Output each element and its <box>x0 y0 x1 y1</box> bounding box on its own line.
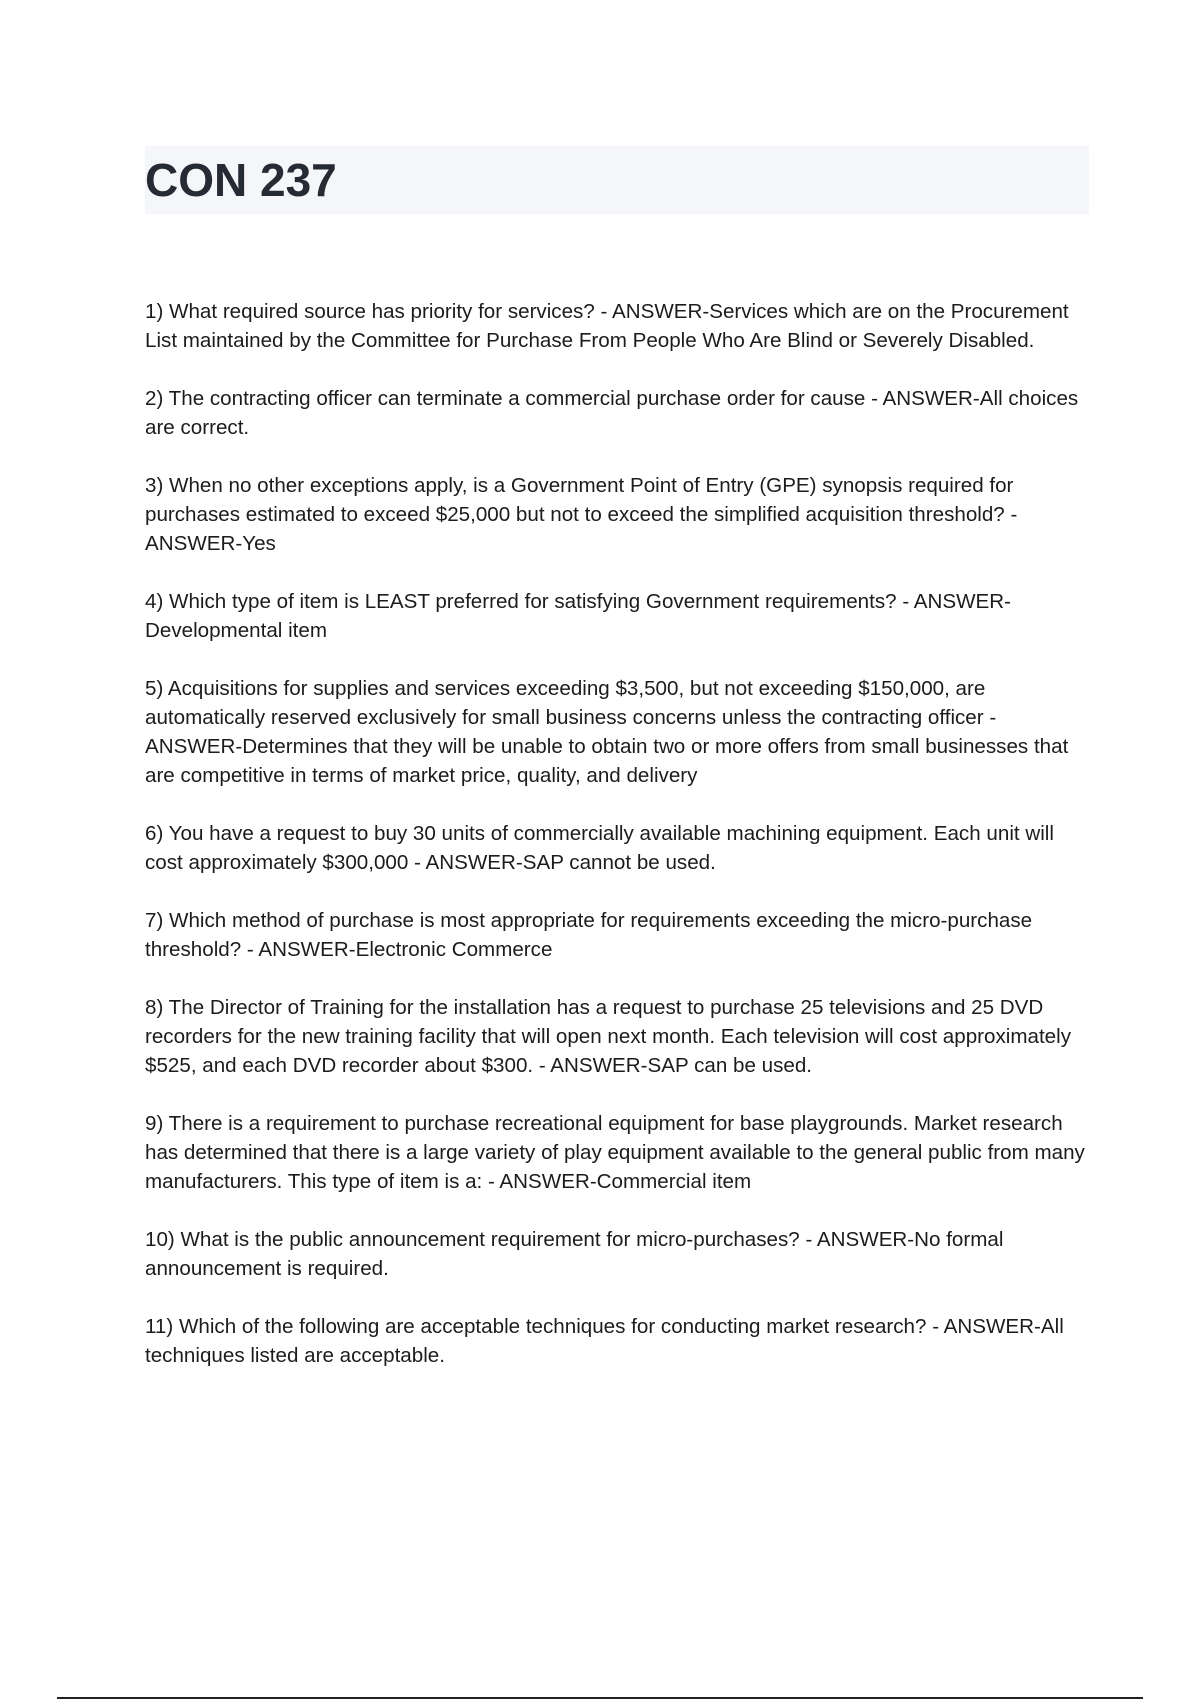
page-title: CON 237 <box>145 154 337 206</box>
qa-item-4: 4) Which type of item is LEAST preferred for satisfying Government requirements? - ANSWER-Developmental item <box>145 590 1012 642</box>
qa-item-11: 11) Which of the following are acceptable techniques for conducting market research? - ANSWER-All techniques listed are acceptable. <box>145 1315 1064 1367</box>
qa-item-8: 8) The Director of Training for the installation has a request to purchase 25 televisions and 25 DVD recorders for the new training facility that will open next month. Each television will cost approximately $525, and each DVD recorder about $300. - ANSWER-SAP can be used. <box>145 996 1072 1077</box>
qa-item-5: 5) Acquisitions for supplies and services exceeding $3,500, but not exceeding $150,000, are automatically reserved exclusively for small business concerns unless the contracting officer - ANSWER-Determines that they will be unable to obtain two or more offers from small businesses that are competitive in terms of market price, quality, and delivery <box>145 677 1069 787</box>
qa-item-9: 9) There is a requirement to purchase recreational equipment for base playgrounds. Market research has determined that there is a large variety of play equipment available to the general public from many manufacturers. This type of item is a: - ANSWER-Commercial item <box>145 1112 1085 1193</box>
qa-item-6: 6) You have a request to buy 30 units of commercially available machining equipment. Each unit will cost approximately $300,000 - ANSWER-SAP cannot be used. <box>145 822 1054 874</box>
title-band <box>145 146 1089 214</box>
qa-item-3: 3) When no other exceptions apply, is a Government Point of Entry (GPE) synopsis required for purchases estimated to exceed $25,000 but not to exceed the simplified acquisition threshold? - ANSWER-Yes <box>145 474 1018 555</box>
qa-item-1: 1) What required source has priority for services? - ANSWER-Services which are on the Procurement List maintained by the Committee for Purchase From People Who Are Blind or Severely Disabled. <box>145 300 1069 352</box>
footer-divider <box>57 1697 1143 1699</box>
qa-item-2: 2) The contracting officer can terminate a commercial purchase order for cause - ANSWER-All choices are correct. <box>145 387 1079 439</box>
qa-item-7: 7) Which method of purchase is most appropriate for requirements exceeding the micro-purchase threshold? - ANSWER-Electronic Commerce <box>145 909 1033 961</box>
qa-list <box>145 297 1093 1399</box>
qa-item-10: 10) What is the public announcement requirement for micro-purchases? - ANSWER-No formal announcement is required. <box>145 1228 1004 1280</box>
